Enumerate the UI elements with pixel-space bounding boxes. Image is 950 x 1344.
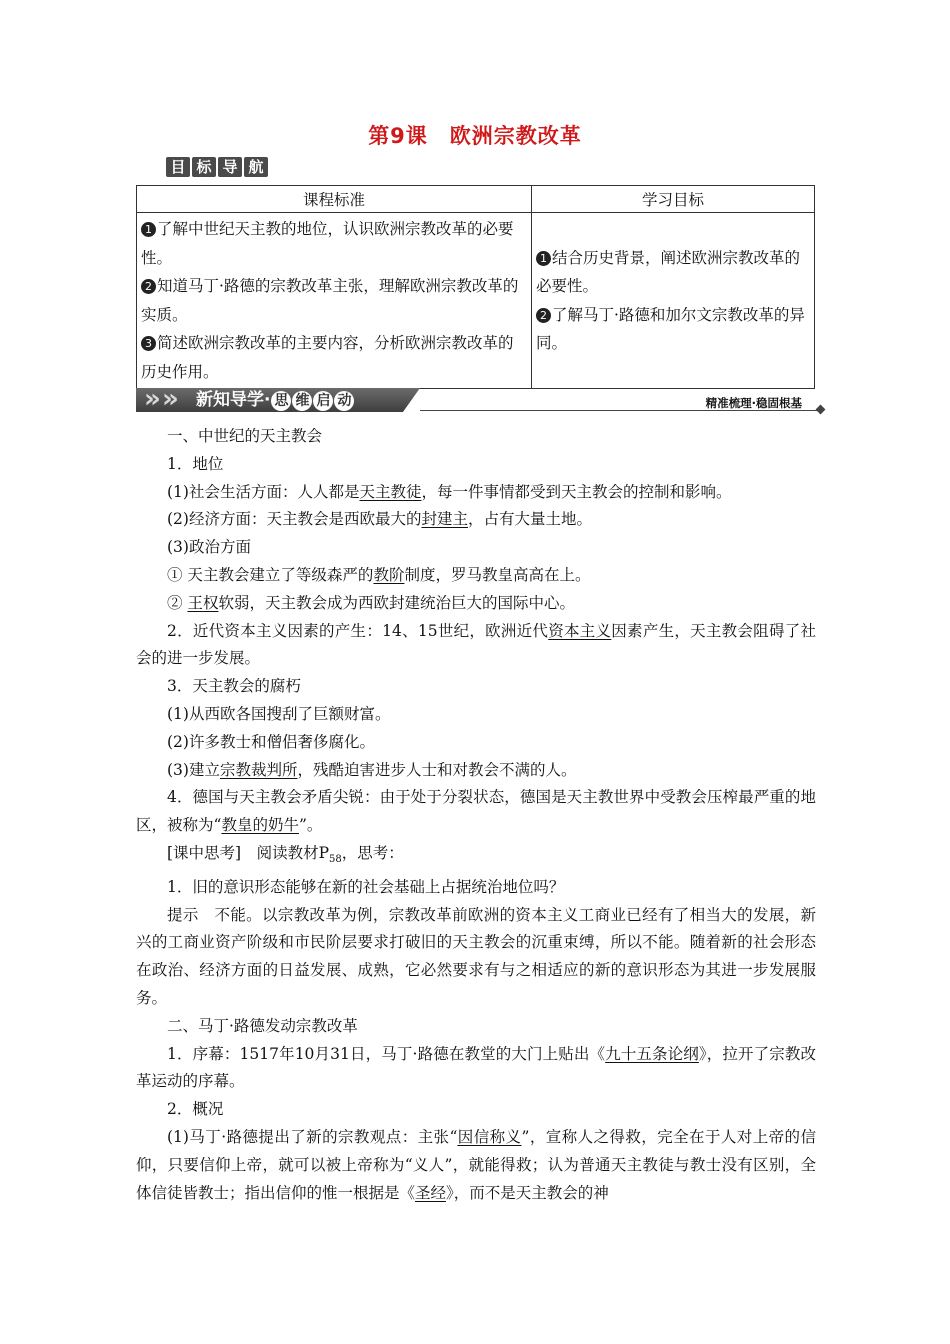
paragraph: ② 王权软弱，天主教会成为西欧封建统治巨大的国际中心。: [167, 593, 575, 612]
banner-pill: 维: [292, 391, 312, 411]
paragraph: (1)马丁·路德提出了新的宗教观点：主张“因信称义”，宣称人之得救，完全在于人对上帝的信仰，只要信仰上帝，就可以被上帝称为“义人”，就能得救；认为普通天主教徒与教士没有区别，全体信徒皆教士；指出信仰的惟一根据是《圣经》，而不是天主教会的神: [136, 1128, 816, 1202]
banner-title: [196, 388, 354, 412]
banner-pill: 动: [334, 391, 354, 411]
number-badge: 1: [141, 222, 156, 237]
paragraph: (2)经济方面：天主教会是西欧最大的封建主，占有大量土地。: [167, 510, 592, 529]
target-nav-char: 导: [218, 157, 242, 177]
standards-cell: [137, 213, 532, 389]
paragraph: 2．近代资本主义因素的产生：14、15世纪，欧洲近代资本主义因素产生，天主教会阻碍了社会的进一步发展。: [136, 621, 816, 668]
goals-table: [136, 185, 815, 389]
target-nav-char: 航: [244, 157, 268, 177]
diamond-icon: [816, 405, 826, 415]
banner-pill: 启: [313, 391, 333, 411]
standard-item: [141, 215, 527, 272]
paragraph: (2)许多教士和僧侣奢侈腐化。: [167, 732, 375, 751]
section-heading: 一、中世纪的天主教会: [167, 427, 323, 445]
key-term: 圣经: [415, 1183, 447, 1202]
objectives-cell: [532, 213, 815, 389]
header-standards: 课程标准: [137, 186, 532, 213]
standard-item: [141, 329, 527, 386]
paragraph: (1)社会生活方面：人人都是天主教徒，每一件事情都受到天主教会的控制和影响。: [167, 482, 732, 501]
paragraph: (3)建立宗教裁判所，残酷迫害进步人士和对教会不满的人。: [167, 760, 577, 779]
target-nav-char: 标: [192, 157, 216, 177]
objective-text: 结合历史背景，阐述欧洲宗教改革的必要性。: [536, 248, 801, 295]
key-term: 封建主: [421, 510, 468, 529]
key-term: 宗教裁判所: [219, 760, 298, 779]
key-term: 因信称义: [457, 1128, 522, 1147]
standard-item: [141, 272, 527, 329]
subheading: 1．地位: [167, 454, 224, 473]
subheading: 3．天主教会的腐朽: [167, 677, 301, 696]
standard-text: 了解中世纪天主教的地位，认识欧洲宗教改革的必要性。: [141, 220, 514, 267]
section-banner: [136, 386, 826, 418]
target-nav-label: [166, 157, 268, 177]
header-objectives: 学习目标: [532, 186, 815, 213]
objective-item: [536, 244, 810, 301]
banner-subtitle: 精准梳理·稳固根基: [705, 396, 802, 410]
section-heading: 二、马丁·路德发动宗教改革: [167, 1016, 358, 1035]
key-term: 教阶: [373, 565, 405, 584]
answer: 提示 不能。以宗教改革为例，宗教改革前欧洲的资本主义工商业已经有了相当大的发展，新兴的工商业资产阶级和市民阶层要求打破旧的天主教会的沉重束缚，所以不能。随着新的社会形态在政治、经济方面的日益发展、成熟，它必然要求有与之相适应的新的意识形态为其进一步发展服务。: [136, 905, 816, 1008]
paragraph: 1．序幕：1517年10月31日，马丁·路德在教堂的大门上贴出《九十五条论纲》，拉开了宗教改革运动的序幕。: [136, 1044, 816, 1091]
lesson-title: 第9课 欧洲宗教改革: [368, 124, 582, 148]
chevron-right-icon: »: [144, 384, 161, 414]
banner-main-text: 新知导学·: [196, 390, 271, 410]
objective-item: [536, 301, 810, 358]
banner-pill: 思: [271, 391, 291, 411]
key-term: 教皇的奶牛: [221, 816, 299, 835]
think-prompt: [课中思考] 阅读教材$P_{58}$，思考：: [167, 843, 404, 866]
key-term: 九十五条论纲: [605, 1044, 699, 1063]
content-body: [136, 423, 816, 1207]
number-badge: 2: [141, 279, 156, 294]
key-term: 天主教徒: [359, 482, 422, 501]
subheading: 2．概况: [167, 1100, 224, 1119]
standard-text: 简述欧洲宗教改革的主要内容，分析欧洲宗教改革的历史作用。: [141, 334, 514, 381]
number-badge: 1: [536, 251, 551, 266]
standard-text: 知道马丁·路德的宗教改革主张，理解欧洲宗教改革的实质。: [141, 277, 519, 324]
paragraph: (3)政治方面: [167, 538, 251, 557]
key-term: 王权: [187, 593, 219, 612]
paragraph: ① 天主教会建立了等级森严的教阶制度，罗马教皇高高在上。: [167, 565, 591, 584]
paragraph: (1)从西欧各国搜刮了巨额财富。: [167, 704, 391, 723]
target-nav-char: 目: [166, 157, 190, 177]
number-badge: 2: [536, 308, 551, 323]
objective-text: 了解马丁·路德和加尔文宗教改革的异同。: [536, 305, 805, 352]
key-term: 资本主义: [548, 621, 612, 640]
number-badge: 3: [141, 336, 156, 351]
question: 1．旧的意识形态能够在新的社会基础上占据统治地位吗？: [167, 877, 565, 896]
paragraph: 4．德国与天主教会矛盾尖锐：由于处于分裂状态，德国是天主教世界中受教会压榨最严重的地区，被称为“教皇的奶牛”。: [136, 788, 816, 835]
chevron-right-icon: »: [162, 384, 179, 414]
